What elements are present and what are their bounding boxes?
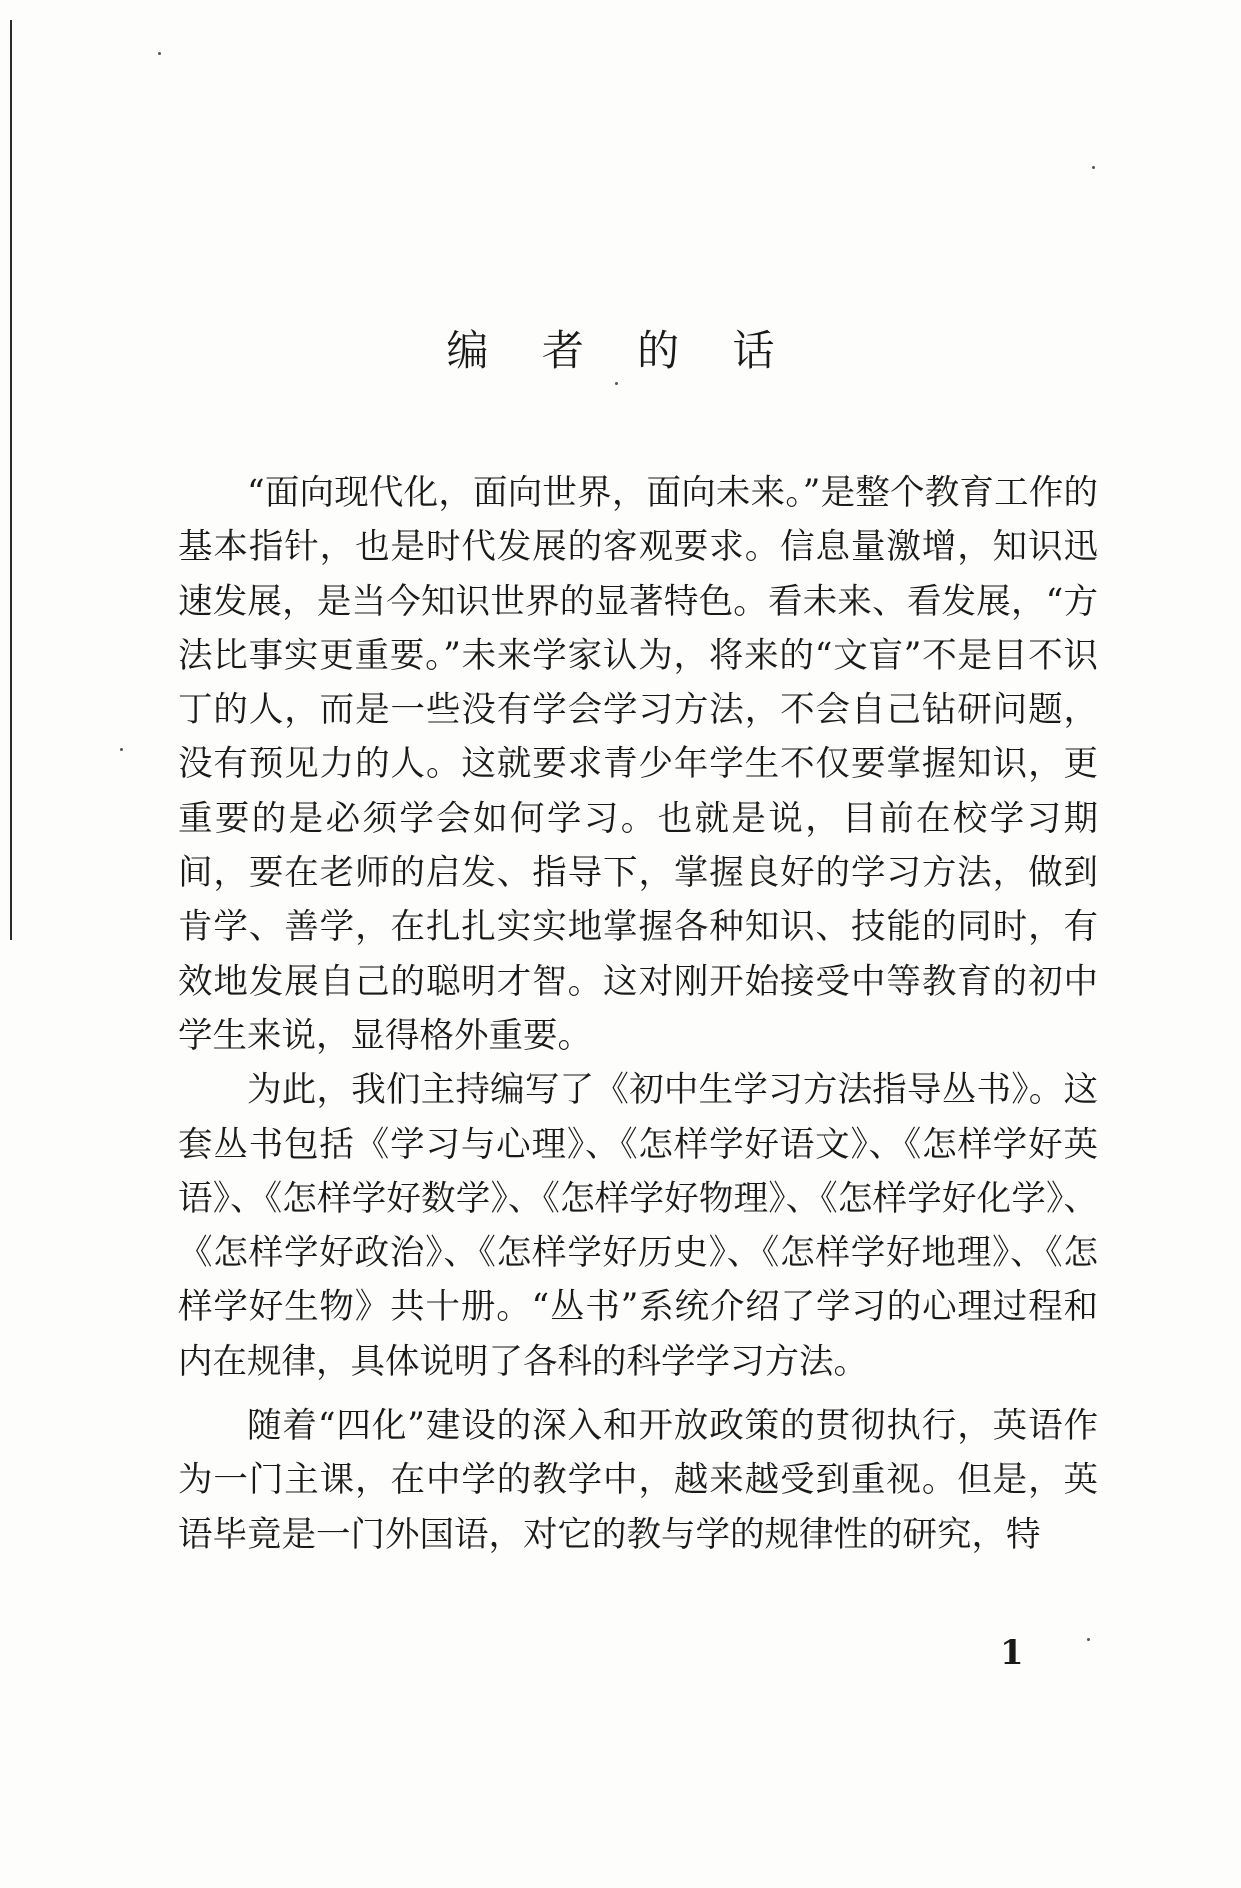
body-text bbox=[178, 466, 1098, 1562]
scan-speck bbox=[120, 748, 123, 751]
scan-speck bbox=[615, 382, 618, 385]
scan-speck bbox=[1092, 166, 1095, 169]
page-title: 编 者 的 话 bbox=[446, 326, 795, 375]
scan-edge-line bbox=[10, 20, 12, 940]
page-number: 1 bbox=[1000, 1633, 1024, 1673]
scan-speck bbox=[158, 52, 161, 55]
paragraph-3: 随着“四化”建设的深入和开放政策的贯彻执行，英语作为一门主课，在中学的教学中，越来越受到重视。但是，英语毕竟是一门外国语，对它的教与学的规律性的研究，特 bbox=[178, 1406, 1098, 1555]
scan-speck bbox=[1087, 1638, 1090, 1641]
paragraph-2: 为此，我们主持编写了《初中生学习方法指导丛书》。这套丛书包括《学习与心理》、《怎样学好语文》、《怎样学好英语》、《怎样学好数学》、《怎样学好物理》、《怎样学好化学》、《怎样学好政治》、《怎样学好历史》、《怎样学好地理》、《怎样学好生物》共十册。“丛书”系统介绍了学习的心理过程和内在规律，具体说明了各科的科学学习方法。 bbox=[178, 1070, 1098, 1382]
paragraph-1: “面向现代化，面向世界，面向未来。”是整个教育工作的基本指针，也是时代发展的客观要求。信息量激增，知识迅速发展，是当今知识世界的显著特色。看未来、看发展，“方法比事实更重要。”未来学家认为，将来的“文盲”不是目不识丁的人，而是一些没有学会学习方法，不会自己钻研问题，没有预见力的人。这就要求青少年学生不仅要掌握知识，更重要的是必须学会如何学习。也就是说，目前在校学习期间，要在老师的启发、指导下，掌握良好的学习方法，做到肯学、善学，在扎扎实实地掌握各种知识、技能的同时，有效地发展自己的聪明才智。这对刚开始接受中等教育的初中学生来说，显得格外重要。 bbox=[178, 473, 1098, 1056]
